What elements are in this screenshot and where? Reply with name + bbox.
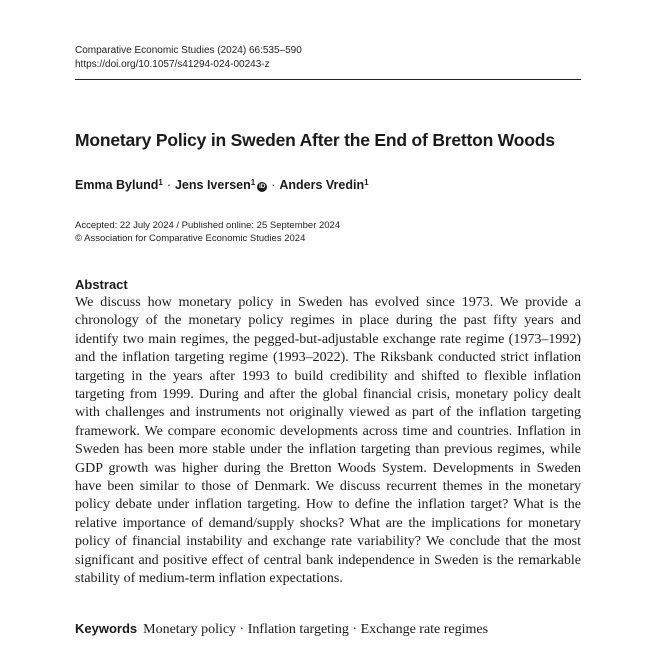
abstract-heading: Abstract bbox=[75, 277, 128, 292]
keywords-label: Keywords bbox=[75, 621, 138, 636]
publication-dates: Accepted: 22 July 2024 / Published online: 25 September 2024 bbox=[75, 220, 341, 231]
author-separator: · bbox=[166, 178, 171, 192]
keywords-line bbox=[75, 621, 488, 638]
author-affiliation: 1 bbox=[250, 178, 256, 187]
header-divider bbox=[75, 79, 581, 80]
journal-header bbox=[75, 44, 302, 72]
author-separator: · bbox=[271, 178, 276, 192]
publication-info bbox=[75, 219, 340, 245]
author-name[interactable]: Anders Vredin bbox=[279, 178, 365, 192]
journal-citation: Comparative Economic Studies (2024) 66:535–590 bbox=[75, 45, 302, 56]
author-list bbox=[75, 178, 369, 192]
doi-link[interactable]: https://doi.org/10.1057/s41294-024-00243-z bbox=[75, 59, 270, 70]
author-name[interactable]: Emma Bylund bbox=[75, 178, 159, 192]
copyright-notice: © Association for Comparative Economic Studies 2024 bbox=[75, 233, 306, 244]
author-affiliation: 1 bbox=[364, 178, 369, 187]
author-affiliation: 1 bbox=[158, 178, 163, 187]
article-title: Monetary Policy in Sweden After the End of Bretton Woods bbox=[75, 130, 555, 150]
keywords-list: Monetary policy · Inflation targeting · Exchange rate regimes bbox=[143, 622, 489, 637]
abstract-text: We discuss how monetary policy in Sweden has evolved since 1973. We provide a chronology of the monetary policy regimes in place during the past fifty years and identify two main regimes, the pegged-but-adjustable exchange rate regime (1973–1992) and the inflation targeting regime (1993–2022). The Riksbank conducted strict inflation targeting in the years after 1993 to build credibility and shifted to flexible inflation targeting from 1999. During and after the global financial crisis, monetary policy dealt with challenges and instruments not originally viewed as part of the inflation targeting framework. We compare economic developments across time and countries. Inflation in Sweden has been more stable under the inflation targeting than previous regimes, while GDP growth was higher during the Bretton Woods System. Developments in Sweden have been similar to those of Denmark. We discuss recurrent themes in the monetary policy debate under inflation targeting. How to define the inflation target? What is the relative importance of demand/supply shocks? What are the implications for monetary policy of financial instability and exchange rate variability? We conclude that the most significant and positive effect of central bank independence in Sweden is the remarkable stability of medium-term inflation expectations. bbox=[75, 295, 581, 587]
orcid-icon[interactable]: iD bbox=[258, 183, 266, 190]
author-name[interactable]: Jens Iversen bbox=[174, 178, 251, 192]
